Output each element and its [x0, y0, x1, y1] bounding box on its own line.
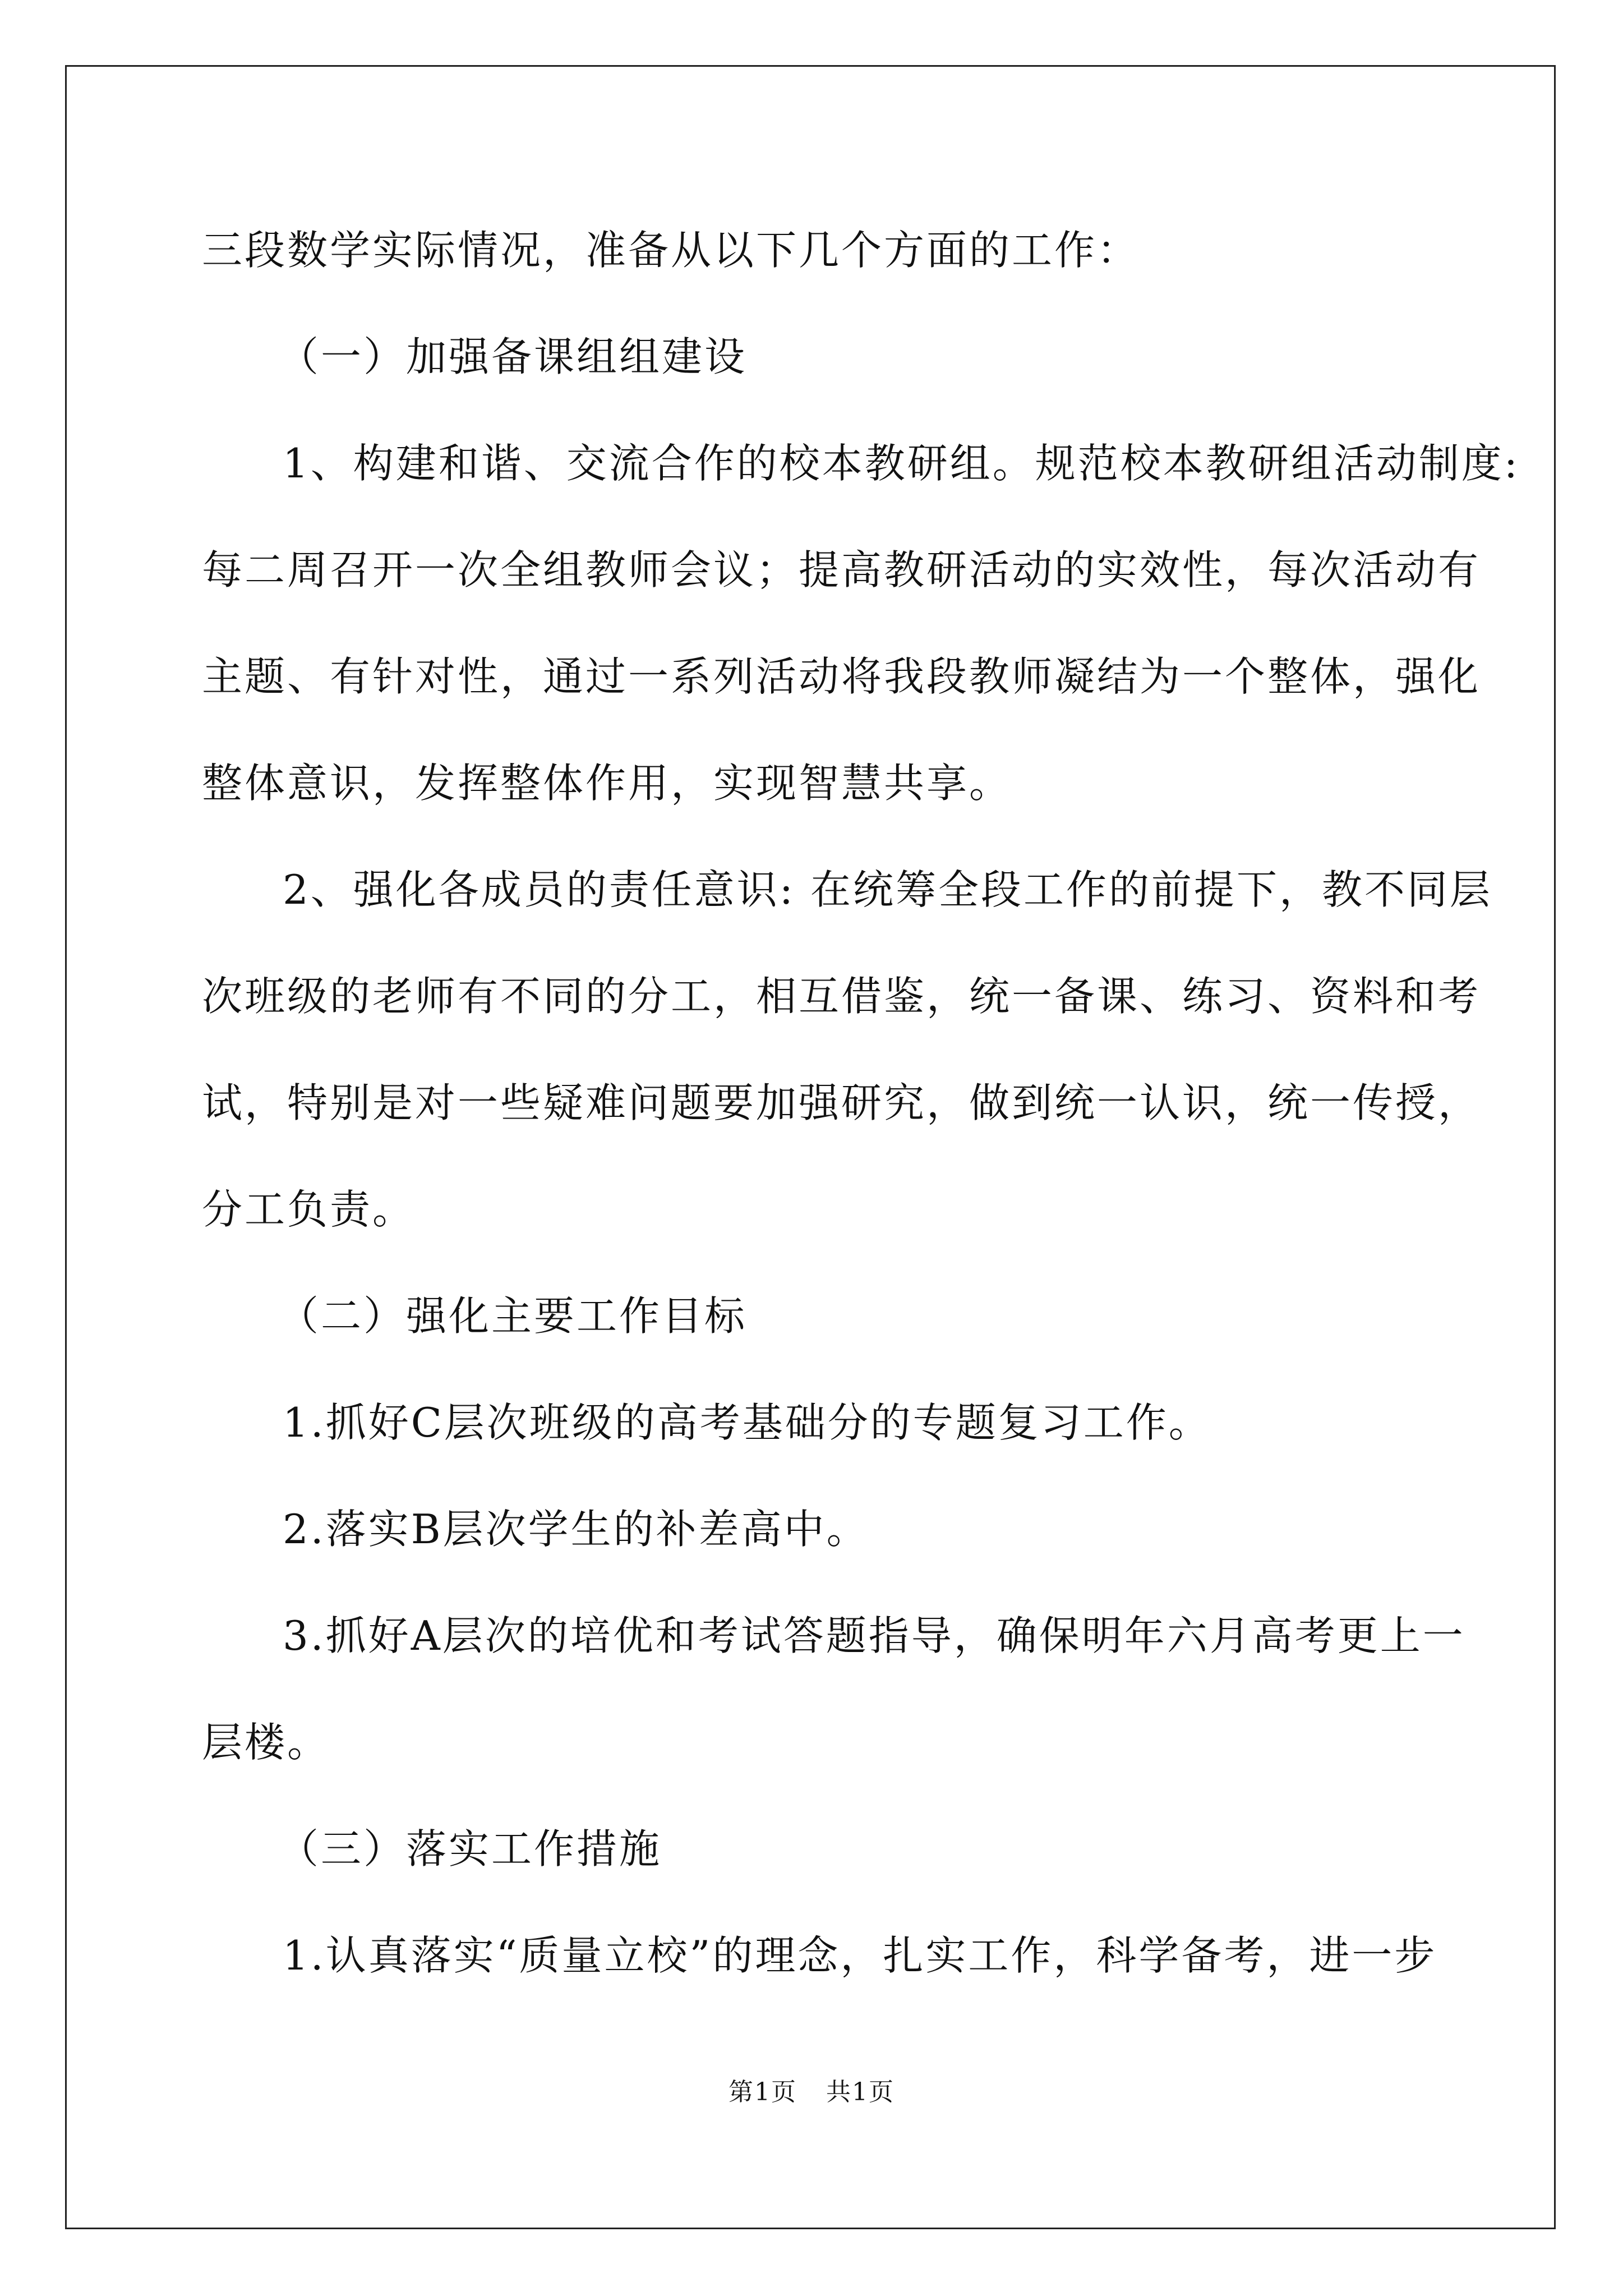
page-number-current: 第1页 [728, 2078, 797, 2106]
section-heading-2: （二）强化主要工作目标 [278, 1292, 748, 1340]
text-line-13: 2.落实B层次学生的补差高中。 [283, 1506, 869, 1553]
text-line-6: 整体意识，发挥整体作用，实现智慧共享。 [202, 760, 1012, 807]
text-line-3: 1、构建和谐、交流合作的校本教研组。规范校本教研组活动制度: [283, 440, 1520, 487]
text-line-10: 分工负责。 [202, 1186, 416, 1233]
text-line-5: 主题、有针对性，通过一系列活动将我段教师凝结为一个整体，强化 [202, 653, 1481, 700]
text-line-12: 1.抓好C层次班级的高考基础分的专题复习工作。 [283, 1399, 1211, 1446]
section-heading-1: （一）加强备课组组建设 [278, 333, 748, 380]
text-line-8: 次班级的老师有不同的分工，相互借鉴，统一备课、练习、资料和考 [202, 973, 1481, 1020]
text-line-9: 试，特别是对一些疑难问题要加强研究，做到统一认识，统一传授， [202, 1079, 1481, 1126]
text-line-14: 3.抓好A层次的培优和考试答题指导，确保明年六月高考更上一 [283, 1612, 1465, 1659]
page-number-total: 共1页 [826, 2078, 895, 2106]
page-footer [0, 2076, 1623, 2109]
text-line-7: 2、强化各成员的责任意识: 在统筹全段工作的前提下，教不同层 [283, 866, 1492, 913]
text-line-17: 1.认真落实“质量立校”的理念，扎实工作，科学备考，进一步 [283, 1932, 1437, 1979]
text-line-1: 三段数学实际情况，准备从以下几个方面的工作： [202, 227, 1140, 274]
text-line-15: 层楼。 [202, 1719, 330, 1766]
page-border [65, 65, 1556, 2229]
section-heading-3: （三）落实工作措施 [278, 1825, 662, 1872]
text-line-4: 每二周召开一次全组教师会议；提高教研活动的实效性，每次活动有 [202, 546, 1481, 593]
